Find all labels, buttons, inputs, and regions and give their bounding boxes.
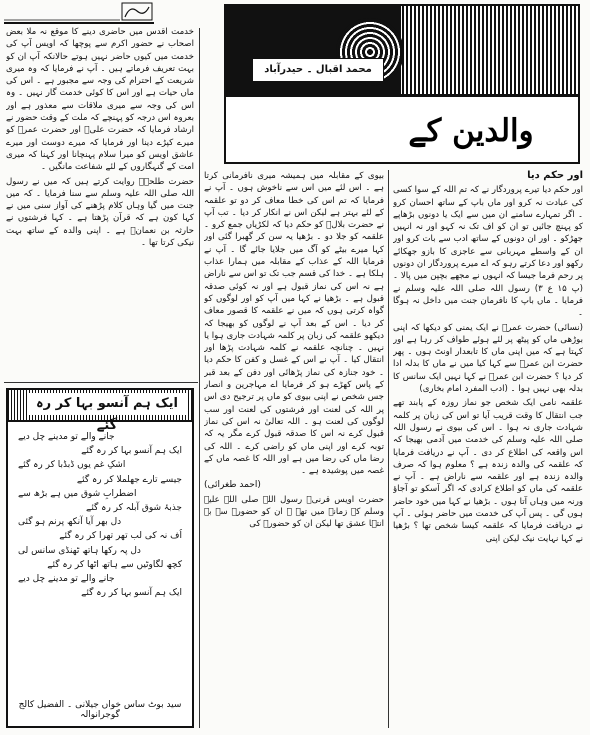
poem-line: جانے والے تو مدینے چل دیے — [18, 574, 115, 585]
article-title: والدین کے — [408, 113, 534, 149]
right-paragraph: علقمہ نامی ایک شخص جو نماز روزہ کے پابند تھے جب انتقال کا وقت قریب آیا تو اس کی زبان پر کلمہ شہادت جاری نہ ہوا ۔ اس کی بیوی نے رسول اللہ صلی اللہ علیہ وسلم کی خدمت میں آدمی بھیجا کہ اس واقعہ کی اطلاع کر دی ۔ آپ نے دریافت فرمایا کہ علقمہ کی والدہ زندہ ہے ؟ معلوم ہوا کہ صرف والدہ زندہ ہے اور علقمہ سے ناراض ہے ۔ آپ نے علقمہ کی ماں کو اطلاع کرادی کہ اگر آسکو تو آجاؤ ورنہ میں وہاں آتا ہوں ۔ بڑھیا نے کہا میں خود حاضر ہوں گی ۔ پس آپ کی خدمت میں حاضر ہوئی ۔ آپ نے دریافت فرمایا کہ علقمہ کیسا شخص تھا ؟ بڑھیا نے کہا نہایت نیک لیکن اپنی — [393, 398, 583, 544]
poem-line: جانے والے تو مدینے چل دیے — [18, 432, 115, 442]
right-column — [393, 170, 583, 726]
article-author: محمد اقبال ۔ حیدرآباد — [252, 58, 384, 82]
middle-column — [204, 170, 384, 726]
masthead-logo — [4, 2, 154, 24]
poem-line: کچھ لگاوٹیں سے ہاتھ اٹھا کر رہ گئے — [47, 559, 182, 570]
column-rule-left — [199, 28, 200, 728]
poem-line: ایک ہم آنسو بہا کر رہ گئے — [81, 446, 182, 457]
left-column-divider — [4, 382, 198, 383]
poem-box — [6, 388, 194, 728]
poem-line: اُف نہ کی لب تھر تھرا کر رہ گئے — [59, 531, 182, 542]
right-lead: اور حکم دیا — [527, 170, 583, 181]
article-masthead — [224, 4, 580, 164]
poem-line: دل پہ رکھا ہاتھ ٹھنڈی سانس لی — [18, 545, 141, 556]
middle-paragraph: حضرت اویس قرنیؓ رسول اللہ صلی اللہ علیہ وسلم کے زمانہ میں تھے ۔ ان کو حضورؐ سے بے انتہا عشق تھا لیکن ان کو حضورؐ کی — [204, 494, 384, 530]
ornament-icon — [4, 2, 154, 22]
poem-line: جذبۂ شوق آبلہ کر رہ گئے — [86, 503, 182, 514]
middle-signature: (احمد طغرائی) — [204, 480, 261, 491]
right-paragraph: اور حکم دیا تیرے پروردگار نے کہ تم اللہ کے سوا کسی کی عبادت نہ کرو اور ماں باپ کے ساتھ احسان کرو ۔ اگر تمہارے سامنے ان میں سے ایک یا دونوں بڑھاپے کو پہنچ جائیں تو ان کو اف تک نہ کہو اور نہ انہیں جھڑکو ۔ اور ان دونوں کے ساتھ ادب سے بات کرو اور ان کے واسطے مہربانی سے عاجزی کا بازو جھکائے رکھو اور دعا کرتے رہو کہ اے میرے پروردگار ان دونوں پر رحم فرما جیسا کہ انہوں نے مجھے بچپن میں پالا ۔ (پ ۱۵ ع ۳) رسول اللہ صلی اللہ علیہ وسلم نے فرمایا ۔ ماں باپ کا نافرمان جنت میں داخل نہ ہوگا ۔ — [393, 185, 583, 319]
poem-title: ایک ہم آنسو بہا کر رہ گئے — [28, 393, 186, 415]
poem-line: اضطرابِ شوق میں ہے بڑھ سے — [18, 488, 137, 499]
poem-line: اشکِ غم یوں ڈبڈبا کر رہ گئے — [18, 460, 126, 471]
left-paragraph: خدمت اقدس میں حاضری دینے کا موقع نہ ملا بعض اصحاب نے حضور اکرم سے پوچھا کہ اویس آپ کی خدمت میں کیوں حاضر نہیں ہوتے حالانکہ آپ ان کو بہت تعریف فرماتے ہیں ۔ آپ نے فرمایا کہ وہ میری شریعت کے احترام کی وجہ سے مجبور ہے ۔ اس کی ماں حیات ہے اور اس کا کوئی خدمت گار نہیں ۔ وہ اس کی وجہ سے میری ملاقات سے معذور ہے اور بعروہ اس درجہ کو پہنچے کہ ملت کے وقت حضور نے ارشاد فرمایا کہ حضرت علیؓ اور حضرت عمرؓ کو میرے کپڑے دینا اور فرمایا کہ میرے دوست اور میرے عاشق اویس کو میرا سلام پہنچانا اور کہنا کہ میری امت کے گنہگاروں کے لئے شفاعت مانگیں ۔ — [6, 27, 194, 173]
middle-paragraph: بیوی کے مقابلہ میں ہمیشہ میری نافرمانی کرتا ہے ۔ اس لئے میں اس سے ناخوش ہوں ۔ آپ نے فرمایا کہ تم اس کی خطا معاف کر دو تو علقمہ کے لئے بہتر ہے لیکن اس نے انکار کر دیا ۔ تب آپ نے حضرت بلالؓ کو حکم دیا کہ لکڑیاں جمع کرو ۔ علقمہ کو جلا دو ۔ بڑھیا یہ سن کر گھبرا گئی اور کہا میرے بیٹے کو آگ میں جلایا جائے گا ۔ آپ نے فرمایا اللہ کے عذاب کے مقابلہ میں ہمارا عذاب ہلکا ہے ۔ خدا کی قسم جب تک تو اس سے ناراض ہے نہ اس کی نماز قبول ہے اور نہ کوئی صدقہ قبول ہے ۔ بڑھیا نے کہا میں آپ کو اور لوگوں کو گواہ کرتی ہوں کہ میں نے علقمہ کا قصور معاف کر دیا ۔ اس کے بعد آپ نے لوگوں کو بھیجا کہ دیکھو علقمہ کی زبان پر کلمہ شہادت جاری ہوا یا نہیں ۔ چنانچہ علقمہ نے کلمہ شہادت پڑھا اور انتقال کیا ۔ آپ نے اس کے غسل و کفن کا حکم دیا ۔ خود جنازہ کی نماز پڑھائی اور دفن کے بعد قبر کے پاس کھڑے ہو کر فرمایا اے مہاجرین و انصار جس شخص نے اپنی بیوی کو ماں پر ترجیح دی اس پر اللہ کی لعنت اور فرشتوں کی لعنت اور سب لوگوں کی لعنت ہو ۔ اللہ تعالیٰ نہ اس کی نماز قبول کرے نہ اس کا صدقہ قبول کرے مگر یہ کہ توبہ کرے اور اپنی ماں کو راضی کرے ۔ اللہ کی رضا ماں کی رضا میں ہے اور اللہ کا غصہ ماں کے غصہ میں پوشیدہ ہے ۔ — [204, 171, 384, 477]
poem-line: جیسے تارے جھلملا کر رہ گئے — [76, 474, 182, 485]
poem-header — [8, 390, 192, 433]
poem-line: دل بھر آیا آنکھ پرنم ہو گئی — [18, 517, 122, 528]
right-paragraph: (نسائی) حضرت عمرؓ نے ایک یمنی کو دیکھا کہ اپنی بوڑھی ماں کو پیٹھ پر لئے ہوئے طواف کر رہا ہے اور کہتا ہے کہ میں اپنی ماں کا تابعدار اونٹ ہوں ۔ پھر حضرت ابن عمرؓ سے کہا کیا میں نے ماں کا بدلہ ادا کر دیا ؟ حضرت ابن عمرؓ نے کہا نہیں ایک سانس کا بدلہ بھی نہیں ہوا ۔ (ادب المفرد امام بخاری) — [393, 322, 583, 395]
right-paragraph — [393, 170, 583, 182]
column-rule-right — [388, 170, 389, 728]
left-paragraph: حضرت طلحہؓ روایت کرتے ہیں کہ میں نے رسول اللہ صلی اللہ علیہ وسلم سے سنا فرمایا ۔ کہ میں جنت میں گیا وہاں کلام پڑھنے کی آواز سنی میں نے کہا کون ہے کہ قرآن پڑھتا ہے ۔ کہا فرشتوں نے حارثہ بن نعمانؓ ہے ۔ اپنی والدہ کے ساتھ بہت نیکی کرتا تھا ۔ — [6, 176, 194, 249]
left-column — [6, 26, 194, 380]
poem-author: سید بوٹ ساس خواں جیلانی ۔ الفضیل کالج گوجرانوالہ — [18, 700, 182, 720]
poem-line: ایک ہم آنسو بہا کر رہ گئے — [81, 588, 182, 599]
masthead-rule — [226, 94, 578, 97]
poem-lines — [14, 430, 186, 600]
